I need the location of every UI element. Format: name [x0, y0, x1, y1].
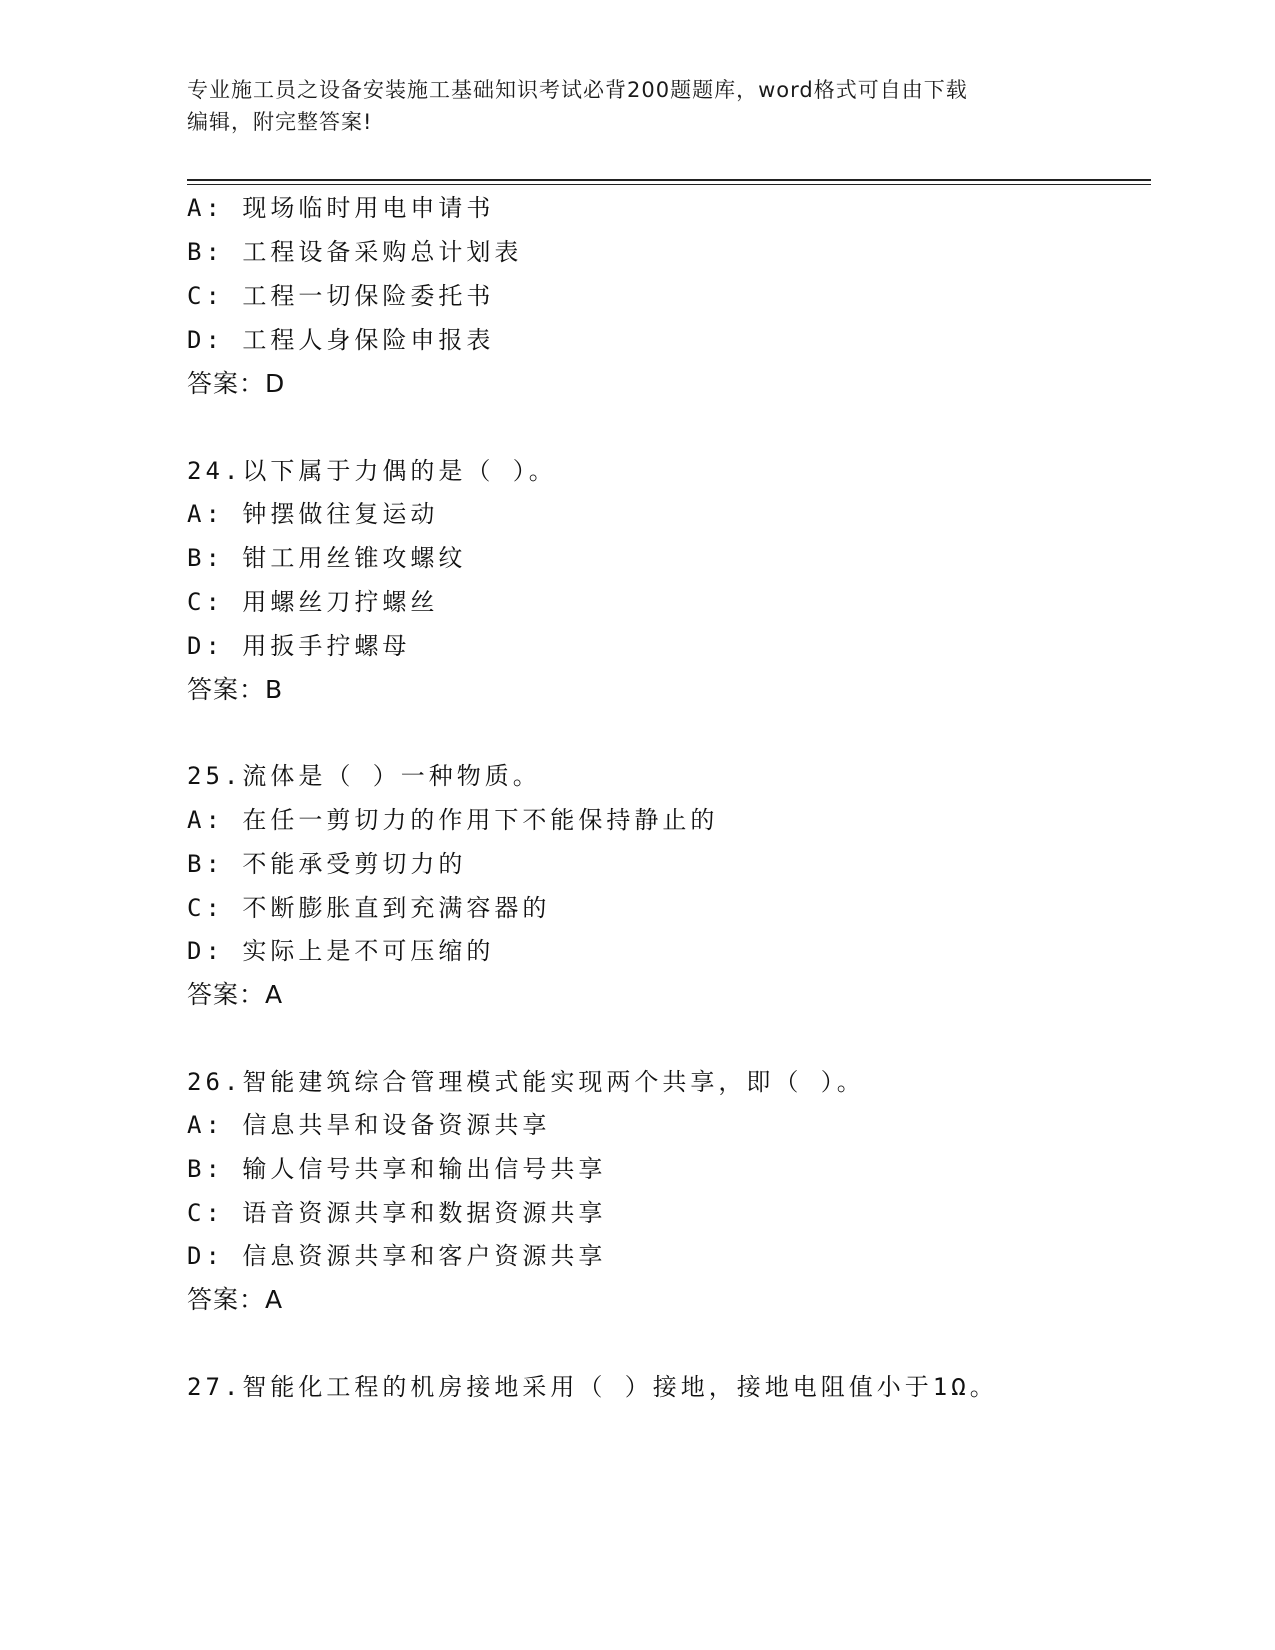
q25-question: 25.流体是（ ）一种物质。 — [187, 762, 541, 790]
q23-option-d: D: 工程人身保险申报表 — [187, 326, 495, 354]
q24-option-d: D: 用扳手拧螺母 — [187, 632, 411, 660]
q24-option-a: A: 钟摆做往复运动 — [187, 500, 439, 528]
q25-option-c: C: 不断膨胀直到充满容器的 — [187, 894, 551, 922]
q23-option-a: A: 现场临时用电申请书 — [187, 194, 495, 222]
q24-question: 24.以下属于力偶的是（ ）。 — [187, 457, 557, 485]
q23-option-c: C: 工程一切保险委托书 — [187, 282, 495, 310]
q25-option-a: A: 在任一剪切力的作用下不能保持静止的 — [187, 806, 719, 834]
header-divider-thick — [187, 179, 1151, 181]
q23-option-b: B: 工程设备采购总计划表 — [187, 238, 523, 266]
q26-answer: 答案：A — [187, 1285, 284, 1314]
header-line-1: 专业施工员之设备安装施工基础知识考试必背200题题库，word格式可自由下载 — [187, 78, 968, 102]
q24-option-b: B: 钳工用丝锥攻螺纹 — [187, 544, 467, 572]
q25-option-d: D: 实际上是不可压缩的 — [187, 937, 495, 965]
q24-option-c: C: 用螺丝刀拧螺丝 — [187, 588, 439, 616]
header-divider-thin — [187, 184, 1151, 185]
q26-option-a: A: 信息共旱和设备资源共享 — [187, 1111, 551, 1139]
q25-option-b: B: 不能承受剪切力的 — [187, 850, 467, 878]
q26-option-c: C: 语音资源共享和数据资源共享 — [187, 1199, 607, 1227]
q26-option-b: B: 输人信号共享和输出信号共享 — [187, 1155, 607, 1183]
q27-question: 27.智能化工程的机房接地采用（ ）接地，接地电阻值小于1Ω。 — [187, 1373, 998, 1401]
document-header — [187, 74, 1087, 138]
q23-answer: 答案：D — [187, 369, 286, 398]
q24-answer: 答案：B — [187, 675, 284, 704]
q25-answer: 答案：A — [187, 980, 284, 1009]
q26-option-d: D: 信息资源共享和客户资源共享 — [187, 1242, 607, 1270]
q26-question: 26.智能建筑综合管理模式能实现两个共享，即（ ）。 — [187, 1068, 865, 1096]
header-line-2: 编辑，附完整答案! — [187, 110, 373, 134]
